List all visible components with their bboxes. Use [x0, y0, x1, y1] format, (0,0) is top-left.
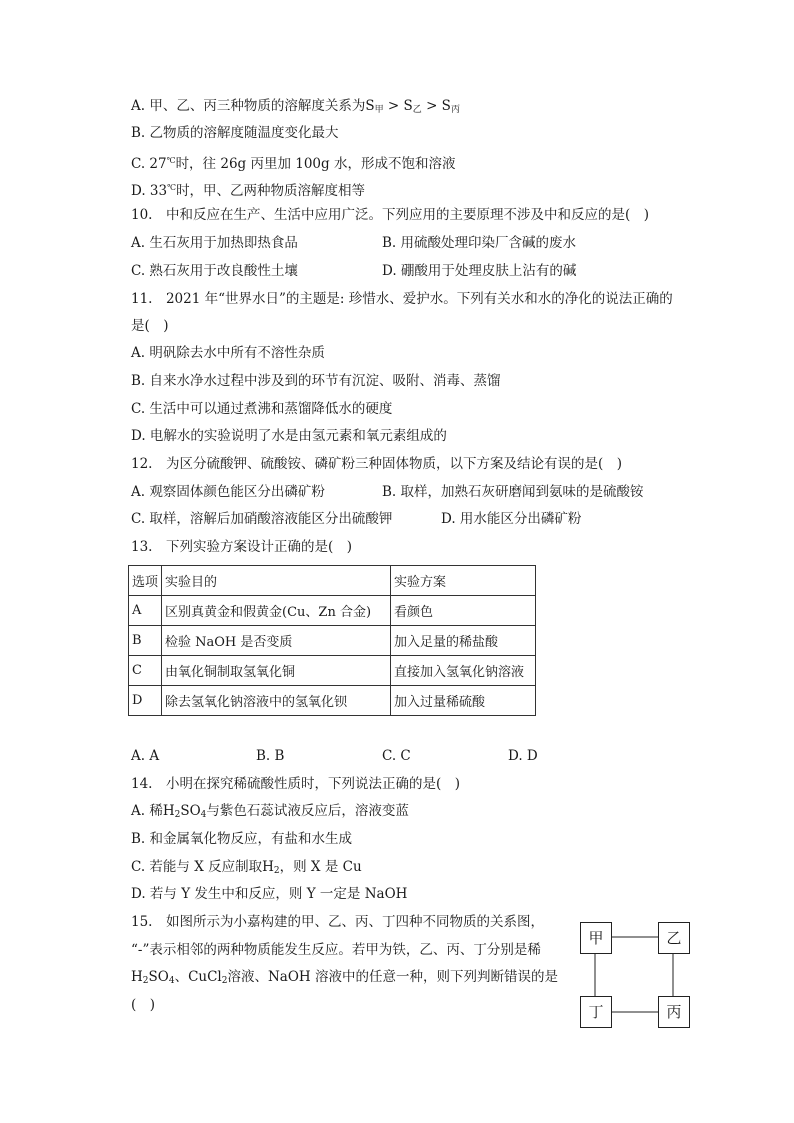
q15-stem-line1: 15. 如图所示为小嘉构建的甲、乙、丙、丁四种不同物质的关系图，: [131, 914, 544, 930]
q10-option-c: C. 熟石灰用于改良酸性土壤: [131, 263, 298, 279]
q13-stem: 13. 下列实验方案设计正确的是( ): [131, 539, 353, 555]
diagram-node-jia: 甲: [580, 922, 612, 954]
table-cell: A: [129, 596, 162, 626]
q13-option-a: A. A: [131, 748, 160, 764]
q12-option-d: D. 用水能区分出磷矿粉: [441, 511, 582, 527]
q13-option-c: C. C: [382, 748, 411, 764]
table-row: [129, 596, 536, 626]
q15-stem-line3: $H_2SO_4$、CuCl$_2$溶液、NaOH 溶液中的任意一种，则下列判断错误的是: [131, 969, 558, 986]
q11-option-d: D. 电解水的实验说明了水是由氢元素和氧元素组成的: [131, 428, 447, 444]
q14-option-d: D. 若与 Y 发生中和反应，则 Y 一定是 NaOH: [131, 886, 408, 902]
table-row: [129, 686, 536, 716]
table-row: [129, 626, 536, 656]
q11-option-b: B. 自来水净水过程中涉及到的环节有沉淀、吸附、消毒、蒸馏: [131, 373, 501, 389]
q9-option-b: B. 乙物质的溶解度随温度变化最大: [131, 125, 339, 141]
q10-option-b: B. 用硫酸处理印染厂含碱的废水: [382, 235, 577, 251]
table-header-cell: 选项: [129, 566, 162, 596]
q13-option-b: B. B: [256, 748, 285, 764]
table-cell: D: [129, 686, 162, 716]
diagram-node-bing: 丙: [658, 996, 690, 1028]
q11-stem-line1: 11. 2021 年“世界水日”的主题是: 珍惜水、爱护水。下列有关水和水的净化的说法正确的: [131, 291, 673, 307]
q10-option-a: A. 生石灰用于加热即热食品: [131, 235, 298, 251]
table-row: [129, 656, 536, 686]
diagram-node-yi: 乙: [658, 922, 690, 954]
q14-option-c: C. 若能与 X 反应制取$H_2$，则 X 是 Cu: [131, 859, 362, 876]
q13-option-d: D. D: [508, 748, 538, 764]
diagram-node-ding: 丁: [580, 996, 612, 1028]
table-cell: B: [129, 626, 162, 656]
table-cell: 由氧化铜制取氢氧化铜: [162, 656, 391, 686]
q10-option-d: D. 硼酸用于处理皮肤上沾有的碱: [382, 263, 577, 279]
table-header-cell: 实验目的: [162, 566, 391, 596]
q11-option-a: A. 明矾除去水中所有不溶性杂质: [131, 345, 325, 361]
q15-stem-line2: “-”表示相邻的两种物质能发生反应。若甲为铁，乙、丙、丁分别是稀: [131, 942, 541, 958]
q13-table: [128, 565, 536, 716]
table-cell: 加入过量稀硫酸: [391, 686, 536, 716]
table-cell: 看颜色: [391, 596, 536, 626]
table-header-row: [129, 566, 536, 596]
table-cell: 直接加入氢氧化钠溶液: [391, 656, 536, 686]
q9-option-c: C. 27℃时，往 26g 丙里加 100g 水，形成不饱和溶液: [131, 156, 456, 172]
q12-option-c: C. 取样，溶解后加硝酸溶液能区分出硫酸钾: [131, 511, 393, 527]
q12-option-b: B. 取样，加熟石灰研磨闻到氨味的是硫酸铵: [382, 484, 644, 500]
q14-option-b: B. 和金属氧化物反应，有盐和水生成: [131, 831, 353, 847]
q12-stem: 12. 为区分硫酸钾、硫酸铵、磷矿粉三种固体物质，以下方案及结论有误的是( ): [131, 456, 623, 472]
q12-option-a: A. 观察固体颜色能区分出磷矿粉: [131, 484, 325, 500]
q11-option-c: C. 生活中可以通过煮沸和蒸馏降低水的硬度: [131, 401, 393, 417]
table-cell: 除去氢氧化钠溶液中的氢氧化钡: [162, 686, 391, 716]
q14-option-a: A. 稀$H_2SO_4$与紫色石蕊试液反应后，溶液变蓝: [131, 803, 409, 820]
table-cell: 加入足量的稀盐酸: [391, 626, 536, 656]
table-cell: 检验 NaOH 是否变质: [162, 626, 391, 656]
table-header-cell: 实验方案: [391, 566, 536, 596]
table-cell: C: [129, 656, 162, 686]
q10-stem: 10. 中和反应在生产、生活中应用广泛。下列应用的主要原理不涉及中和反应的是( ): [131, 207, 650, 223]
q14-stem: 14. 小明在探究稀硫酸性质时，下列说法正确的是( ): [131, 776, 461, 792]
relation-diagram: [578, 920, 690, 1030]
q15-stem-line4: ( ): [131, 997, 156, 1013]
q9-option-a: A. 甲、乙、丙三种物质的溶解度关系为$S_甲 > S_乙 > S_丙$: [131, 98, 460, 115]
table-cell: 区别真黄金和假黄金(Cu、Zn 合金): [162, 596, 391, 626]
q9-option-d: D. 33℃时，甲、乙两种物质溶解度相等: [131, 183, 366, 199]
q11-stem-line2: 是( ): [131, 318, 169, 334]
